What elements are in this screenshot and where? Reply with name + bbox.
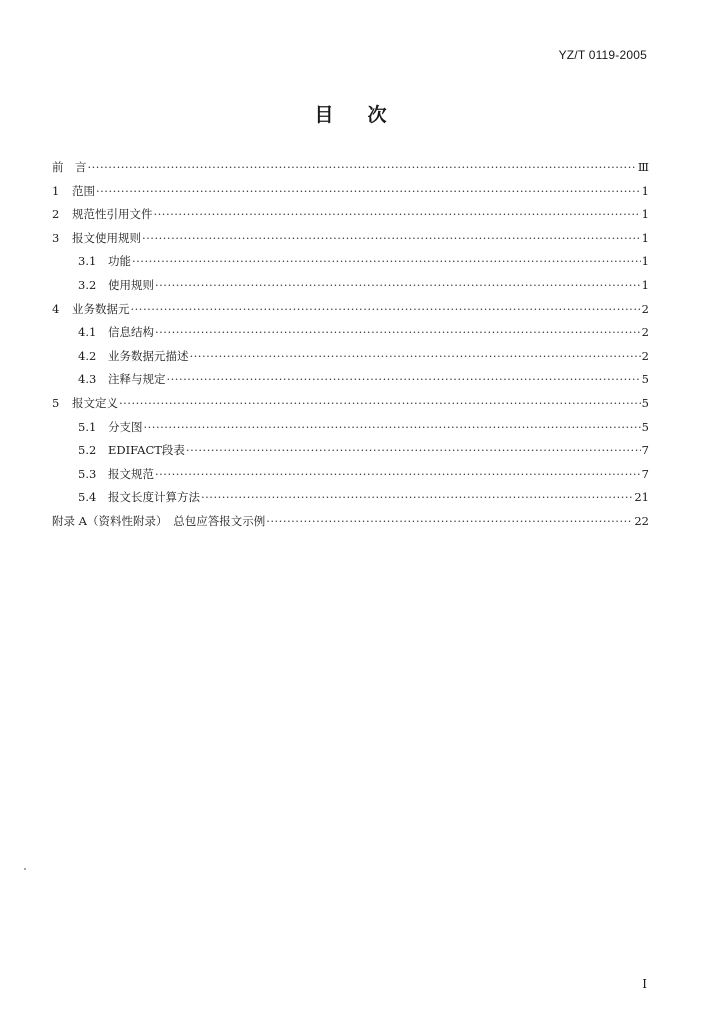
toc-leader-dots [266, 514, 633, 528]
toc-entry-page: 7 [641, 466, 649, 481]
standard-number: YZ/T 0119-2005 [558, 48, 647, 62]
toc-entry[interactable] [52, 159, 649, 183]
toc-entry-page: 22 [634, 513, 649, 528]
toc-entry-label: 业务数据元描述 [108, 348, 189, 363]
toc-entry-label: 前 言 [52, 160, 87, 174]
toc-leader-dots [96, 184, 641, 198]
toc-entry[interactable] [52, 324, 649, 348]
toc-entry-page: 1 [641, 207, 649, 222]
toc-entry-number: 4.3 [78, 372, 97, 387]
toc-entry[interactable] [52, 442, 649, 466]
toc-entry[interactable] [52, 395, 649, 419]
toc-entry-label: 报文长度计算方法 [108, 490, 200, 505]
toc-leader-dots [186, 443, 641, 457]
toc-entry-label: 报文使用规则 [72, 230, 141, 245]
toc-entry-label: EDIFACT段表 [108, 443, 185, 458]
toc-leader-dots [155, 278, 641, 292]
toc-entry[interactable] [52, 230, 649, 254]
toc-entry-number: 4.1 [78, 325, 97, 340]
toc-entry-label: 报文定义 [72, 395, 118, 410]
toc-entry-page: 1 [641, 254, 649, 269]
toc-entry-page: 7 [641, 443, 649, 458]
toc-entry-label: 使用规则 [108, 277, 154, 292]
toc-entry-label: 规范性引用文件 [72, 207, 153, 222]
toc-entry-page: 21 [634, 490, 649, 505]
toc-entry[interactable] [52, 348, 649, 372]
toc-leader-dots [167, 372, 641, 386]
toc-entry-label: 报文规范 [108, 466, 154, 481]
toc-leader-dots [155, 467, 641, 481]
toc-entry-number: 5.4 [78, 490, 97, 505]
toc-entry-number: 5.1 [78, 419, 97, 434]
toc-entry[interactable] [52, 371, 649, 395]
toc-leader-dots [155, 325, 641, 339]
scan-speck [24, 868, 26, 870]
toc-leader-dots [144, 420, 641, 434]
toc-entry-number: 5.3 [78, 466, 97, 481]
page-number: I [642, 977, 647, 991]
toc-entry-label: 注释与规定 [108, 372, 166, 387]
toc-entry-label: 附录 A（资料性附录） 总包应答报文示例 [52, 513, 266, 528]
toc-entry-page: 5 [641, 395, 649, 410]
toc-entry-label: 信息结构 [108, 325, 154, 340]
toc-entry-page: 2 [641, 301, 649, 316]
toc-entry-number: 5 [52, 395, 60, 410]
toc-entry-number: 2 [52, 207, 60, 222]
toc-entry-number: 4.2 [78, 348, 97, 363]
toc-entry[interactable] [52, 183, 649, 207]
toc-entry-number: 3.1 [78, 254, 97, 269]
toc-entry-number: 5.2 [78, 443, 97, 458]
toc-leader-dots [88, 160, 637, 174]
toc-entry-page: 2 [641, 325, 649, 340]
toc-entry[interactable] [52, 489, 649, 513]
toc-entry-page: 1 [641, 277, 649, 292]
table-of-contents [52, 159, 649, 537]
toc-entry-page: Ⅲ [637, 160, 649, 174]
toc-entry[interactable] [52, 419, 649, 443]
toc-entry[interactable] [52, 206, 649, 230]
toc-entry-page: 5 [641, 419, 649, 434]
toc-leader-dots [154, 207, 641, 221]
toc-leader-dots [119, 396, 641, 410]
toc-entry-label: 范围 [72, 183, 95, 198]
toc-leader-dots [142, 231, 641, 245]
toc-leader-dots [132, 254, 641, 268]
toc-title: 目次 [314, 104, 421, 126]
toc-entry[interactable] [52, 301, 649, 325]
toc-entry-label: 分支图 [108, 419, 143, 434]
toc-entry-number: 1 [52, 183, 60, 198]
toc-entry[interactable] [52, 277, 649, 301]
toc-entry-number: 3 [52, 230, 60, 245]
toc-entry[interactable] [52, 253, 649, 277]
toc-entry-number: 3.2 [78, 277, 97, 292]
toc-entry-page: 2 [641, 348, 649, 363]
toc-leader-dots [131, 302, 641, 316]
toc-entry-page: 5 [641, 372, 649, 387]
toc-entry-number: 4 [52, 301, 60, 316]
toc-entry-page: 1 [641, 183, 649, 198]
toc-entry[interactable] [52, 513, 649, 537]
toc-leader-dots [201, 490, 633, 504]
toc-entry[interactable] [52, 466, 649, 490]
toc-entry-page: 1 [641, 230, 649, 245]
toc-entry-label: 业务数据元 [72, 301, 130, 316]
toc-entry-label: 功能 [108, 254, 131, 269]
toc-leader-dots [190, 349, 641, 363]
